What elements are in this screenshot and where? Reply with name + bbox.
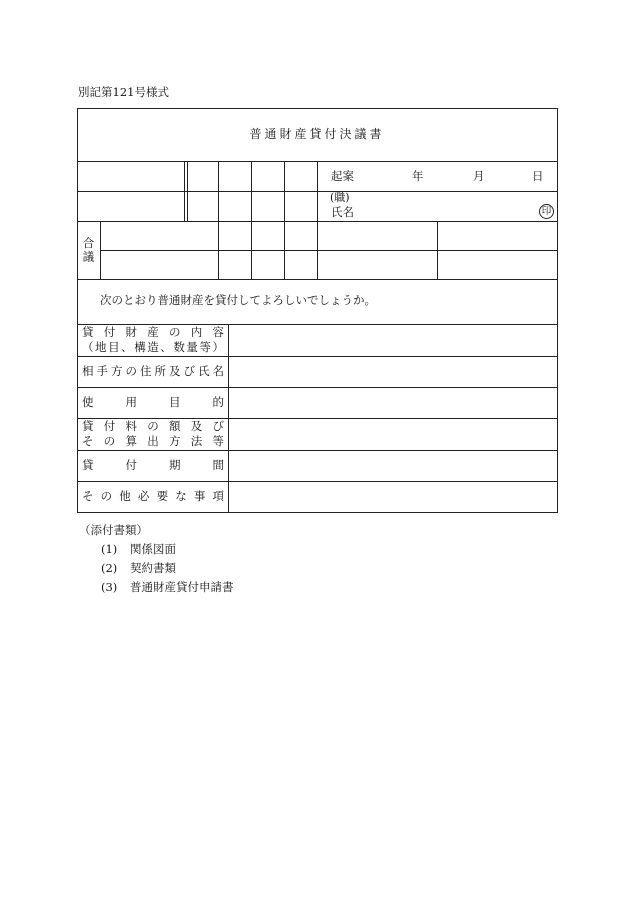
- consultation-label: 合議: [81, 236, 96, 264]
- draft-month-label: 月: [473, 169, 485, 183]
- draft-year-label: 年: [412, 169, 424, 183]
- signer-position-label: (職): [330, 191, 350, 204]
- form-number: 別記第121号様式: [78, 85, 169, 99]
- rule-line: [77, 279, 557, 280]
- consultation-cell: [77, 221, 100, 279]
- approval-question: 次のとおり普通財産を貸付してよろしいでしょうか。: [100, 293, 376, 307]
- item-label: 貸付料の額及び: [82, 419, 224, 433]
- rule-line: [228, 324, 229, 512]
- item-label-cell: [82, 387, 224, 418]
- rule-line: [100, 250, 557, 251]
- signer-name-label: 氏名: [331, 205, 354, 219]
- rule-line: [437, 221, 438, 279]
- item-label: 貸付期間: [82, 458, 224, 472]
- attachments-heading: （添付書類）: [79, 523, 148, 537]
- item-sublabel: その算出方法等: [82, 434, 224, 448]
- item-label-cell: [82, 450, 224, 481]
- item-label-cell: [82, 356, 224, 387]
- rule-line: [184, 161, 185, 221]
- seal-mark: 印: [539, 204, 554, 219]
- item-label: 貸付財産の内容: [82, 325, 224, 339]
- draft-day-label: 日: [532, 169, 544, 183]
- attachment-number: (2): [101, 561, 118, 575]
- item-label-cell: [82, 481, 224, 512]
- rule-line: [317, 161, 318, 279]
- rule-line: [187, 161, 188, 221]
- rule-line: [218, 161, 219, 279]
- attachment-item: 普通財産貸付申請書: [130, 580, 234, 594]
- form-title: 普通財産貸付決議書: [249, 127, 385, 141]
- item-label: 使用目的: [82, 395, 224, 409]
- item-label-cell: [82, 418, 224, 450]
- attachment-number: (3): [101, 580, 118, 594]
- attachment-item: 関係図面: [130, 542, 176, 556]
- item-label: 相手方の住所及び氏名: [82, 364, 224, 378]
- draft-label: 起案: [331, 169, 354, 183]
- item-label-cell: [82, 324, 224, 356]
- rule-line: [284, 161, 285, 279]
- item-label: その他必要な事項: [82, 489, 224, 503]
- attachment-number: (1): [101, 542, 118, 556]
- attachment-item: 契約書類: [130, 561, 176, 575]
- item-sublabel: （地目、構造、数量等）: [82, 340, 224, 354]
- rule-line: [100, 221, 101, 279]
- rule-line: [251, 161, 252, 279]
